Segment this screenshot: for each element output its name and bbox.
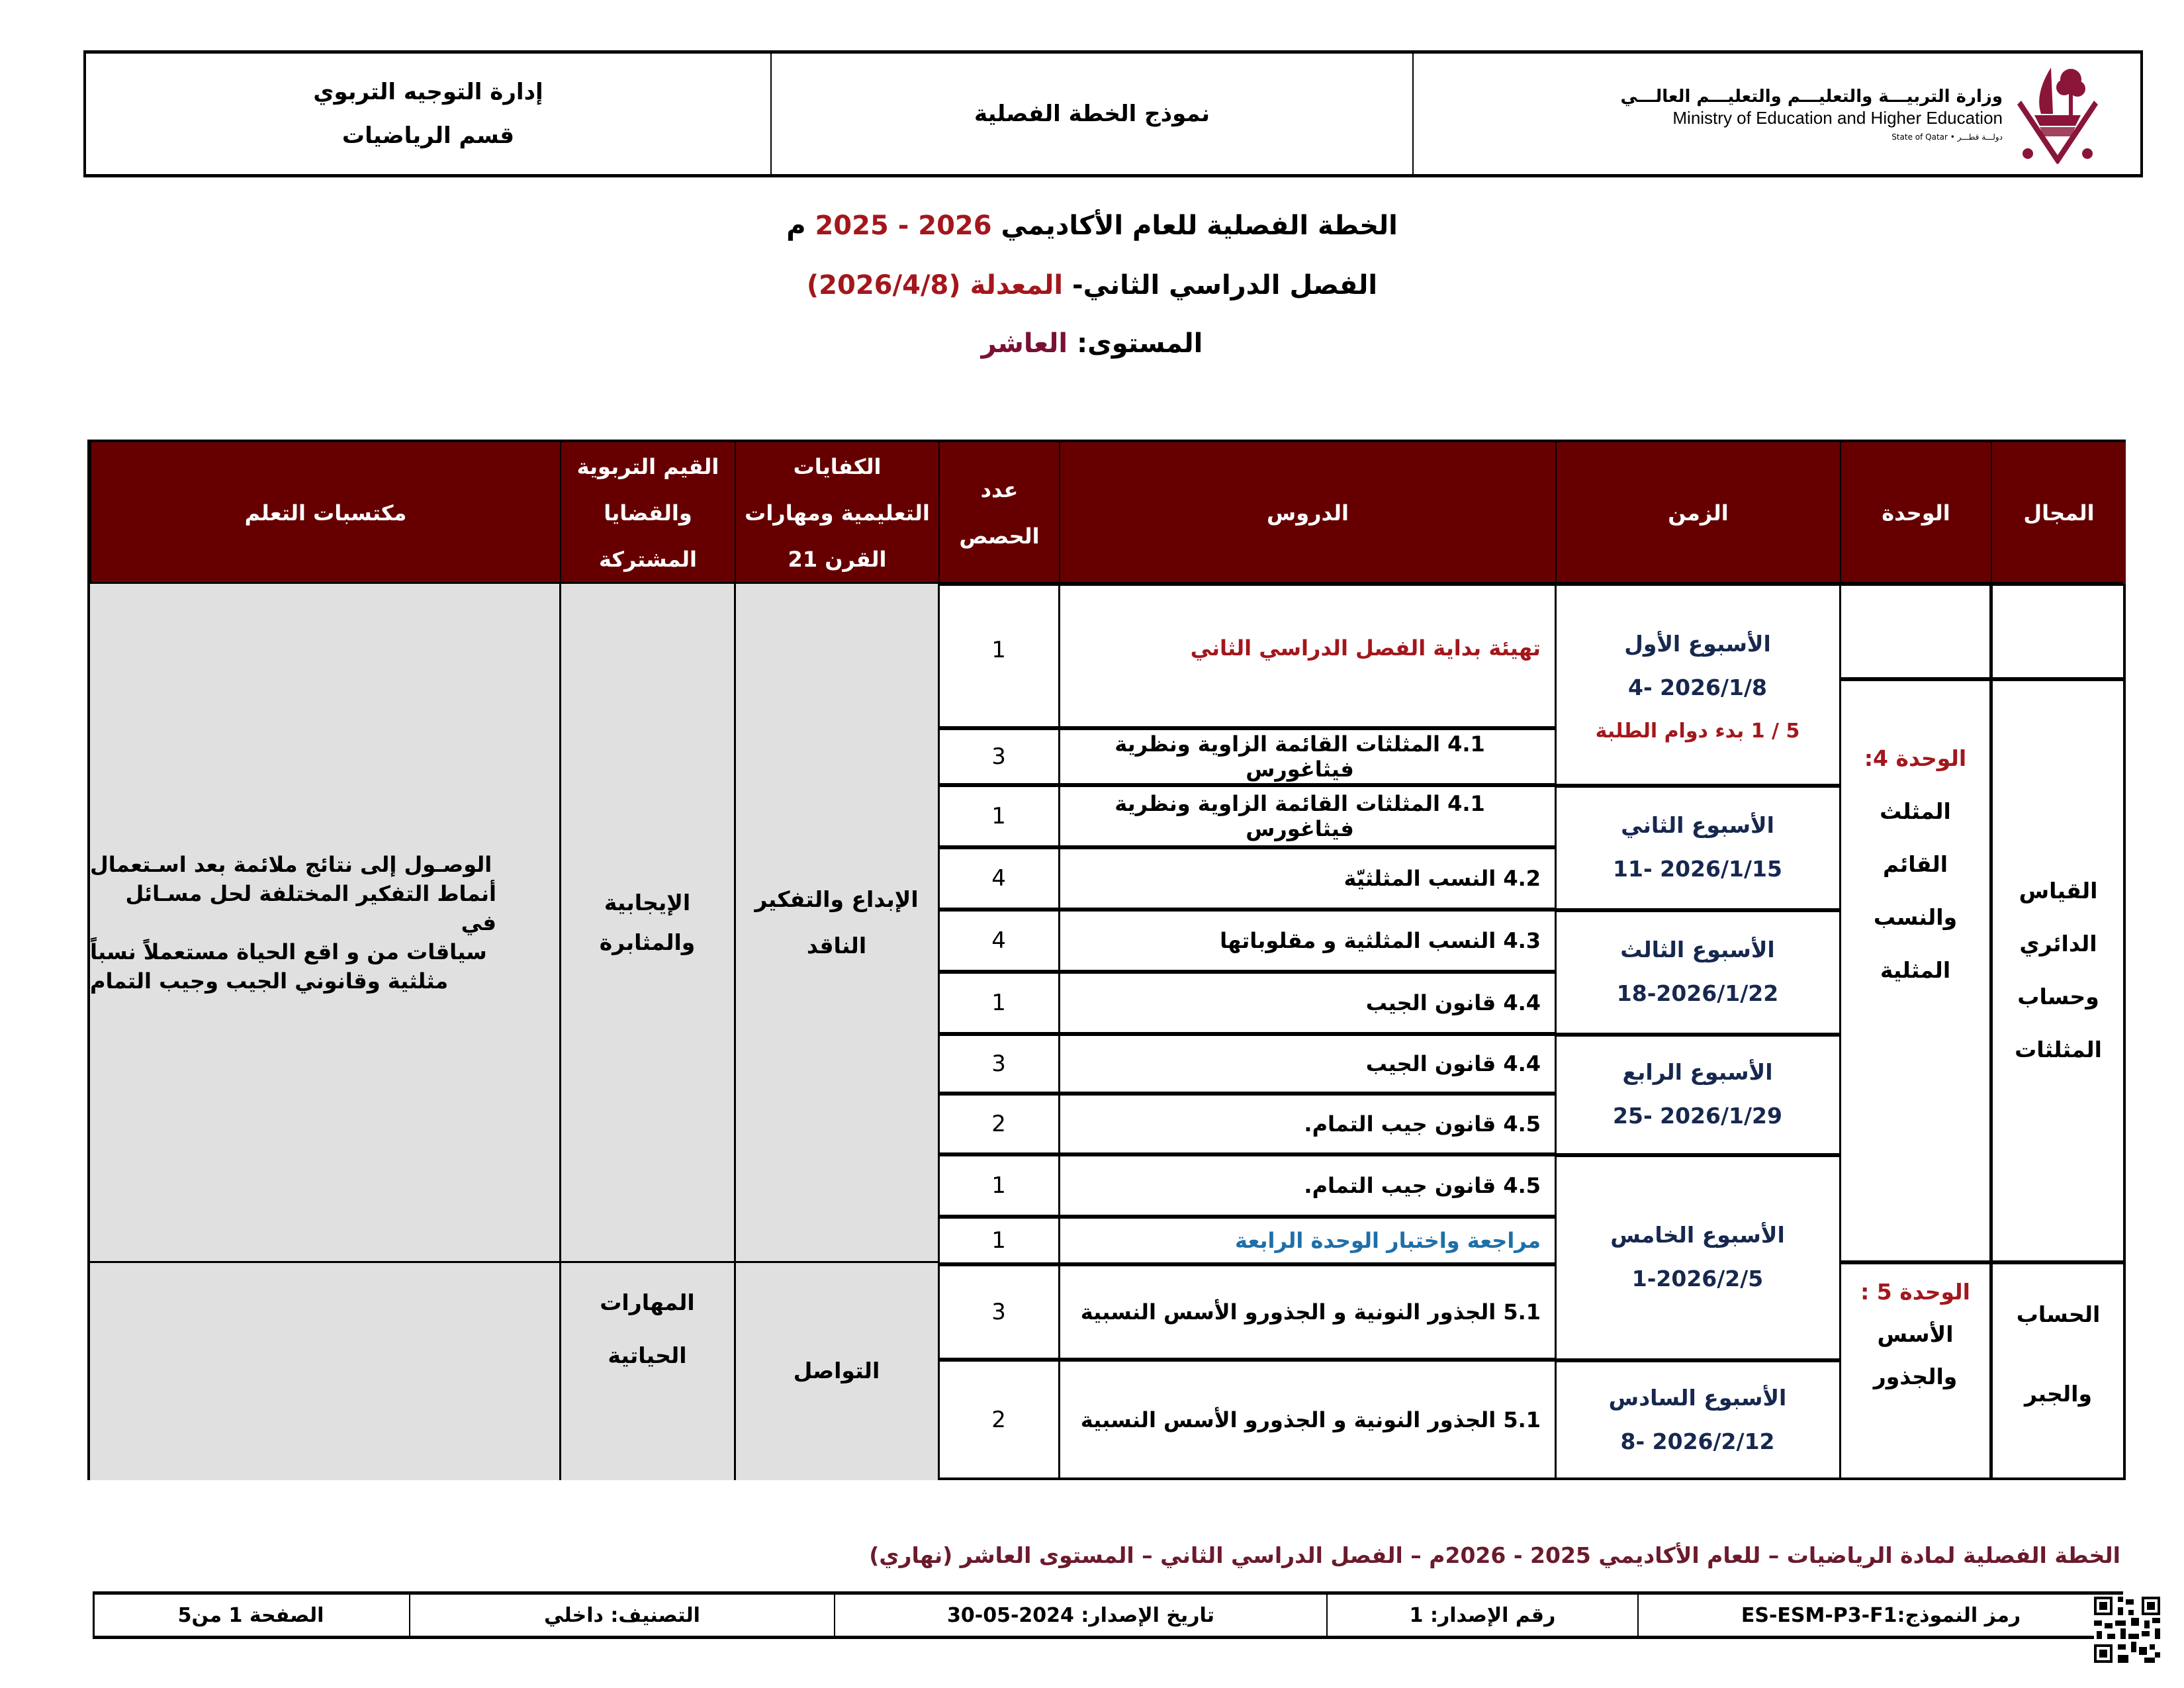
values-cell: الإيجابية والمثابرة	[560, 584, 735, 1262]
semester-title	[0, 270, 2184, 301]
week-cell	[1555, 1034, 1840, 1154]
periods-count: 2	[991, 1407, 1006, 1433]
row-divider	[938, 845, 1555, 849]
plan-title	[0, 211, 2184, 241]
row-divider	[938, 1092, 1555, 1096]
lesson-title: 4.4 قانون الجيب	[1365, 990, 1541, 1015]
domain-cell: الحساب والجبر	[2016, 1301, 2101, 1407]
col-header-values: القيم التربوية والقضايا المشتركة	[560, 442, 735, 584]
row-divider	[938, 970, 1555, 974]
week-dates: 4- 2026/1/8	[1627, 675, 1768, 700]
row-divider	[938, 1215, 1555, 1219]
lesson-title: مراجعة واختبار الوحدة الرابعة	[1235, 1228, 1541, 1253]
lesson-title: 4.5 قانون جيب التمام.	[1304, 1111, 1541, 1137]
level-label: المستوى:	[1077, 328, 1203, 359]
week-name: الأسبوع الثاني	[1621, 812, 1774, 838]
week-name: الأسبوع الرابع	[1622, 1059, 1773, 1085]
footer-title: الخطة الفصلية لمادة الرياضيات – للعام الأكاديمي 2025 - 2026م – الفصل الدراسي الثاني – المستوى العاشر (نهاري)	[869, 1542, 2120, 1568]
periods-count: 2	[991, 1111, 1006, 1137]
periods-count: 1	[991, 803, 1006, 829]
level-title	[0, 328, 2184, 359]
issue-number: رقم الإصدار: 1	[1326, 1595, 1637, 1636]
week-name: الأسبوع الأول	[1624, 631, 1771, 657]
week-dates: 11- 2026/1/15	[1613, 856, 1782, 882]
week-cell	[1555, 785, 1840, 910]
ministry-name-arabic: وزارة التربيـــة والتعليـــم والتعليـــم العالـــي	[1620, 86, 2003, 107]
unit-cell: الوحدة 4: المثلث القائم والنسب المثلية	[1840, 679, 1991, 1262]
lesson-title: تهيئة بداية الفصل الدراسي الثاني	[1190, 635, 1541, 661]
row-divider	[938, 1152, 1555, 1156]
row-divider	[938, 1262, 1555, 1266]
form-name-cell	[772, 54, 1414, 174]
lesson-title: 4.2 النسب المثلثيّة	[1343, 866, 1541, 891]
academic-years: 2025 - 2026	[815, 211, 992, 241]
week-name: الأسبوع السادس	[1608, 1385, 1787, 1411]
page-number: الصفحة 1 من5	[177, 1603, 324, 1627]
week-cell	[1555, 1360, 1840, 1480]
periods-count: 1	[991, 637, 1006, 663]
title-prefix: الخطة الفصلية للعام الأكاديمي	[1001, 211, 1398, 241]
state-of-qatar: State of Qatar • دولـــة قطـــر	[1891, 132, 2003, 142]
periods-count: 4	[991, 865, 1006, 892]
lesson-title: 4.4 قانون الجيب	[1365, 1051, 1541, 1076]
week-dates: 1-2026/2/5	[1631, 1266, 1764, 1291]
lesson-title: 5.1 الجذور النونية و الجذورو الأسس النسبية	[1080, 1299, 1541, 1325]
lesson-title: 4.1 المثلثات القائمة الزاوية ونظرية فيثاغورس	[1115, 731, 1485, 782]
week-dates: 8- 2026/2/12	[1620, 1429, 1775, 1454]
unit-label: الوحدة 5 :	[1860, 1279, 1970, 1305]
row-divider	[938, 1032, 1555, 1036]
outcome-cell	[90, 1262, 560, 1480]
col-header-outcomes: مكتسبات التعلم	[90, 442, 560, 584]
periods-count: 1	[991, 1227, 1006, 1254]
outcome-cell: الوصـول إلى نتائج ملائمة بعد اسـتعمال أنماط التفكير المختلفة لحل مسـائل في سياقات من و اقع الحياة مستعملاً نسباً مثلثية وقانوني الجيب وجيب التمام	[90, 584, 560, 1262]
periods-count: 4	[991, 927, 1006, 954]
lesson-title: 4.5 قانون جيب التمام.	[1304, 1173, 1541, 1198]
qatar-emblem-icon	[2015, 61, 2101, 167]
periods-count: 3	[991, 1299, 1006, 1325]
document-header	[83, 50, 2143, 177]
competency-cell: الإبداع والتفكير الناقد	[735, 584, 938, 1262]
form-name: نموذج الخطة الفصلية	[974, 101, 1210, 127]
col-header-domain: المجال	[1991, 442, 2126, 584]
semester-label: الفصل الدراسي الثاني-	[1072, 270, 1378, 301]
week-name: الأسبوع الخامس	[1610, 1222, 1785, 1248]
document-footer	[93, 1591, 2123, 1639]
periods-count: 3	[991, 1051, 1006, 1077]
row-divider	[938, 726, 1555, 730]
issue-date: تاريخ الإصدار: 2024-05-30	[834, 1595, 1326, 1636]
lesson-title: 4.3 النسب المثلثية و مقلوباتها	[1220, 928, 1541, 953]
week-dates: 18-2026/1/22	[1616, 980, 1779, 1006]
domain-cell: القياس الدائري وحساب المثلثات	[2015, 878, 2102, 1062]
week-cell	[1555, 584, 1840, 785]
revision-date: المعدلة (2026/4/8)	[806, 270, 1064, 301]
values-cell: المهارات الحياتية	[560, 1262, 735, 1480]
lesson-title: 4.1 المثلثات القائمة الزاوية ونظرية فيثاغورس	[1115, 791, 1485, 841]
row-divider	[938, 783, 1555, 787]
unit-label: الوحدة 4:	[1864, 745, 1967, 771]
unit-cell: الوحدة 5 : الأسس والجذور	[1840, 1262, 1991, 1480]
classification: التصنيف: داخلي	[409, 1595, 834, 1636]
week-dates: 25- 2026/1/29	[1613, 1103, 1782, 1129]
logo-cell	[1414, 54, 2140, 174]
qr-code-icon	[2094, 1597, 2160, 1663]
level-value: العاشر	[981, 328, 1068, 359]
lesson-title: 5.1 الجذور النونية و الجذورو الأسس النسبية	[1080, 1407, 1541, 1432]
semester-plan-table	[87, 440, 2126, 1480]
periods-count: 1	[991, 990, 1006, 1016]
section-name: قسم الرياضيات	[341, 122, 515, 149]
department-name: إدارة التوجيه التربوي	[313, 79, 543, 105]
domain-cell-empty	[1991, 584, 2126, 679]
title-suffix: م	[786, 211, 806, 241]
week-name: الأسبوع الثالث	[1620, 937, 1775, 962]
row-divider	[938, 908, 1555, 912]
unit-cell-empty	[1840, 584, 1991, 679]
col-header-lessons: الدروس	[1059, 442, 1555, 584]
row-divider	[938, 1358, 1555, 1362]
department-cell	[86, 54, 772, 174]
periods-count: 3	[991, 743, 1006, 770]
col-header-competencies: الكفايات التعليمية ومهارات القرن 21	[735, 442, 938, 584]
periods-count: 1	[991, 1172, 1006, 1199]
col-header-unit: الوحدة	[1840, 442, 1991, 584]
week-note: 5 / 1 بدء دوام الطلبة	[1595, 720, 1800, 743]
competency-cell: التواصل	[735, 1262, 938, 1480]
week-cell	[1555, 910, 1840, 1034]
col-header-periods: عدد الحصص	[938, 442, 1059, 584]
ministry-name-english: Ministry of Education and Higher Education	[1672, 107, 2003, 128]
week-cell	[1555, 1154, 1840, 1360]
form-code: رمز النموذج:ES-ESM-P3-F1	[1637, 1595, 2123, 1636]
col-header-time: الزمن	[1555, 442, 1840, 584]
